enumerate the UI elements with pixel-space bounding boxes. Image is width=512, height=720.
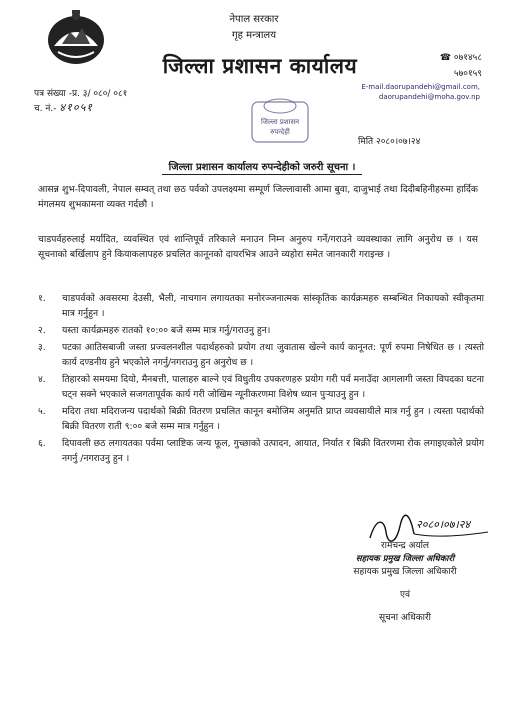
item-text: दिपावली छठ लगायतका पर्वमा प्लाष्टिक जन्य फूल, गुच्छाको उत्पादन, आयात, निर्यात र बिक्री वितरणमा रोक लगाइएकोले प्रयोग नगर्नु /नगराउनु हुन । [62,438,484,464]
greeting-paragraph: आसन्न शुभ-दिपावली, नेपाल सम्वत् तथा छठ पर्वको उपलक्ष्यमा सम्पूर्ण जिल्लावासी आमा बुवा, दाजुभाई तथा दिदीबहिनीहरुमा हार्दिक मंगलमय शुभकामना व्यक्त गर्दछौ । [38,184,478,210]
item-text: मदिरा तथा मदिराजन्य पदार्थको बिक्री वितरण प्रचलित कानून बमोजिम अनुमति प्राप्त व्यवसायीले मात्र गर्नु हुन । त्यस्ता पदार्थको बिक्री वितरण राती ९:०० बजे सम्म मात्र गर्नुहुन । [62,406,484,432]
item-text: यस्ता कार्यक्रमहरु रातको १०:०० बजे सम्म मात्र गर्नु/गराउनु हुन। [62,325,271,336]
email-addresses [352,82,480,102]
office-title: जिल्ला प्रशासन कार्यालय [162,54,358,78]
signatory-title: सहायक प्रमुख जिल्ला अधिकारी [353,567,457,577]
list-item [38,323,484,338]
document-date: मिति २०८०।०७।२४ [358,137,421,147]
list-item [38,372,484,402]
item-text: तिहारको समयमा दियो, मैनबत्ती, पालाहरु बाल्ने एवं विधुतीय उपकरणहरु प्रयोग गरी पर्व मनाउँदा आगलागी जस्ता विपदका घटना घट्न सक्ने भएकाले सजगतापूर्वक कार्य गरी जोखिम न्यूनीकरणमा विशेष ध्यान पुऱ्याउनु हुन । [62,374,484,400]
stamp-text: जिल्ला प्रशासन [260,118,300,126]
email-line: E-mail.daorupandehi@gmail.com, [361,83,480,91]
list-item [38,404,484,434]
office-stamp-icon [248,96,312,148]
patra-sankhya: पत्र संख्या -प्र. ३/ ०८०/ ०८१ [34,89,128,99]
chalani-number-line [34,100,93,115]
item-number: १. [38,293,46,304]
phone-number: ☎ ०७१४५८ [439,53,482,63]
subject-heading: जिल्ला प्रशासन कार्यालय रुपन्देहीको जरुरी सूचना । [162,159,362,175]
chalani-number: ४१०५१ [59,101,94,114]
item-number: ६. [38,438,46,449]
item-number: ५. [38,406,46,417]
item-text: चाडपर्वको अवसरमा देउसी, भैली, नाचगान लगायतका मनोरञ्जनात्मक सांस्कृतिक कार्यक्रमहरु सम्बन्धित निकायको स्वीकृतमा मात्र गर्नुहुन । [62,293,484,319]
nepal-emblem-icon [44,8,108,68]
ministry-label: गृह मन्त्रालय [231,30,277,41]
email-line: daorupandehi@moha.gov.np [378,93,480,101]
item-number: ४. [38,374,46,385]
item-number: ३. [38,342,46,353]
list-item [38,340,484,370]
stamp-text: रुपन्देही [270,128,290,136]
signatory-info-officer: सूचना अधिकारी [379,613,431,623]
request-paragraph: चाडपर्वहरुलाई मर्यादित, व्यवस्थित एवं शान्तिपूर्व तरिकाले मनाउन निम्न अनुरुप गर्ने/गराउने व्यवस्थाका लागि अनुरोध छ । यस सूचनाको बर्खिलाप हुने कियाकलापहरु प्रचलित कानूनको दायरभित्र आउने व्यहोरा समेत जानकारी गराइन्छ । [38,234,478,260]
list-item [38,291,484,321]
government-label: नेपाल सरकार [229,14,279,25]
signatory-and: एवं [400,590,410,600]
list-item [38,436,484,466]
chalani-label: च. नं.- [34,104,57,114]
signature-block [310,540,500,625]
signatory-name: रामचन्द्र अर्याल [380,541,430,551]
signatory-stamp-title: सहायक प्रमुख जिल्ला अधिकारी [355,554,455,564]
item-number: २. [38,325,46,336]
phone-number: ५७०१५९ [453,69,482,79]
notice-list [38,291,484,468]
signature-date: २०८०।०७।२४ [416,518,471,531]
phone-numbers [418,50,482,82]
item-text: पटका आतिसबाजी जस्ता प्रज्वलनशील पदार्थहरुको प्रयोग तथा जुवातास खेल्ने कार्य कानूनत: पूर्ण रुपमा निषेधित छ । त्यस्तो कार्य दण्डनीय हुने भएकोले नगर्नु/नगराउनु हुन अनुरोध छ । [62,342,484,368]
